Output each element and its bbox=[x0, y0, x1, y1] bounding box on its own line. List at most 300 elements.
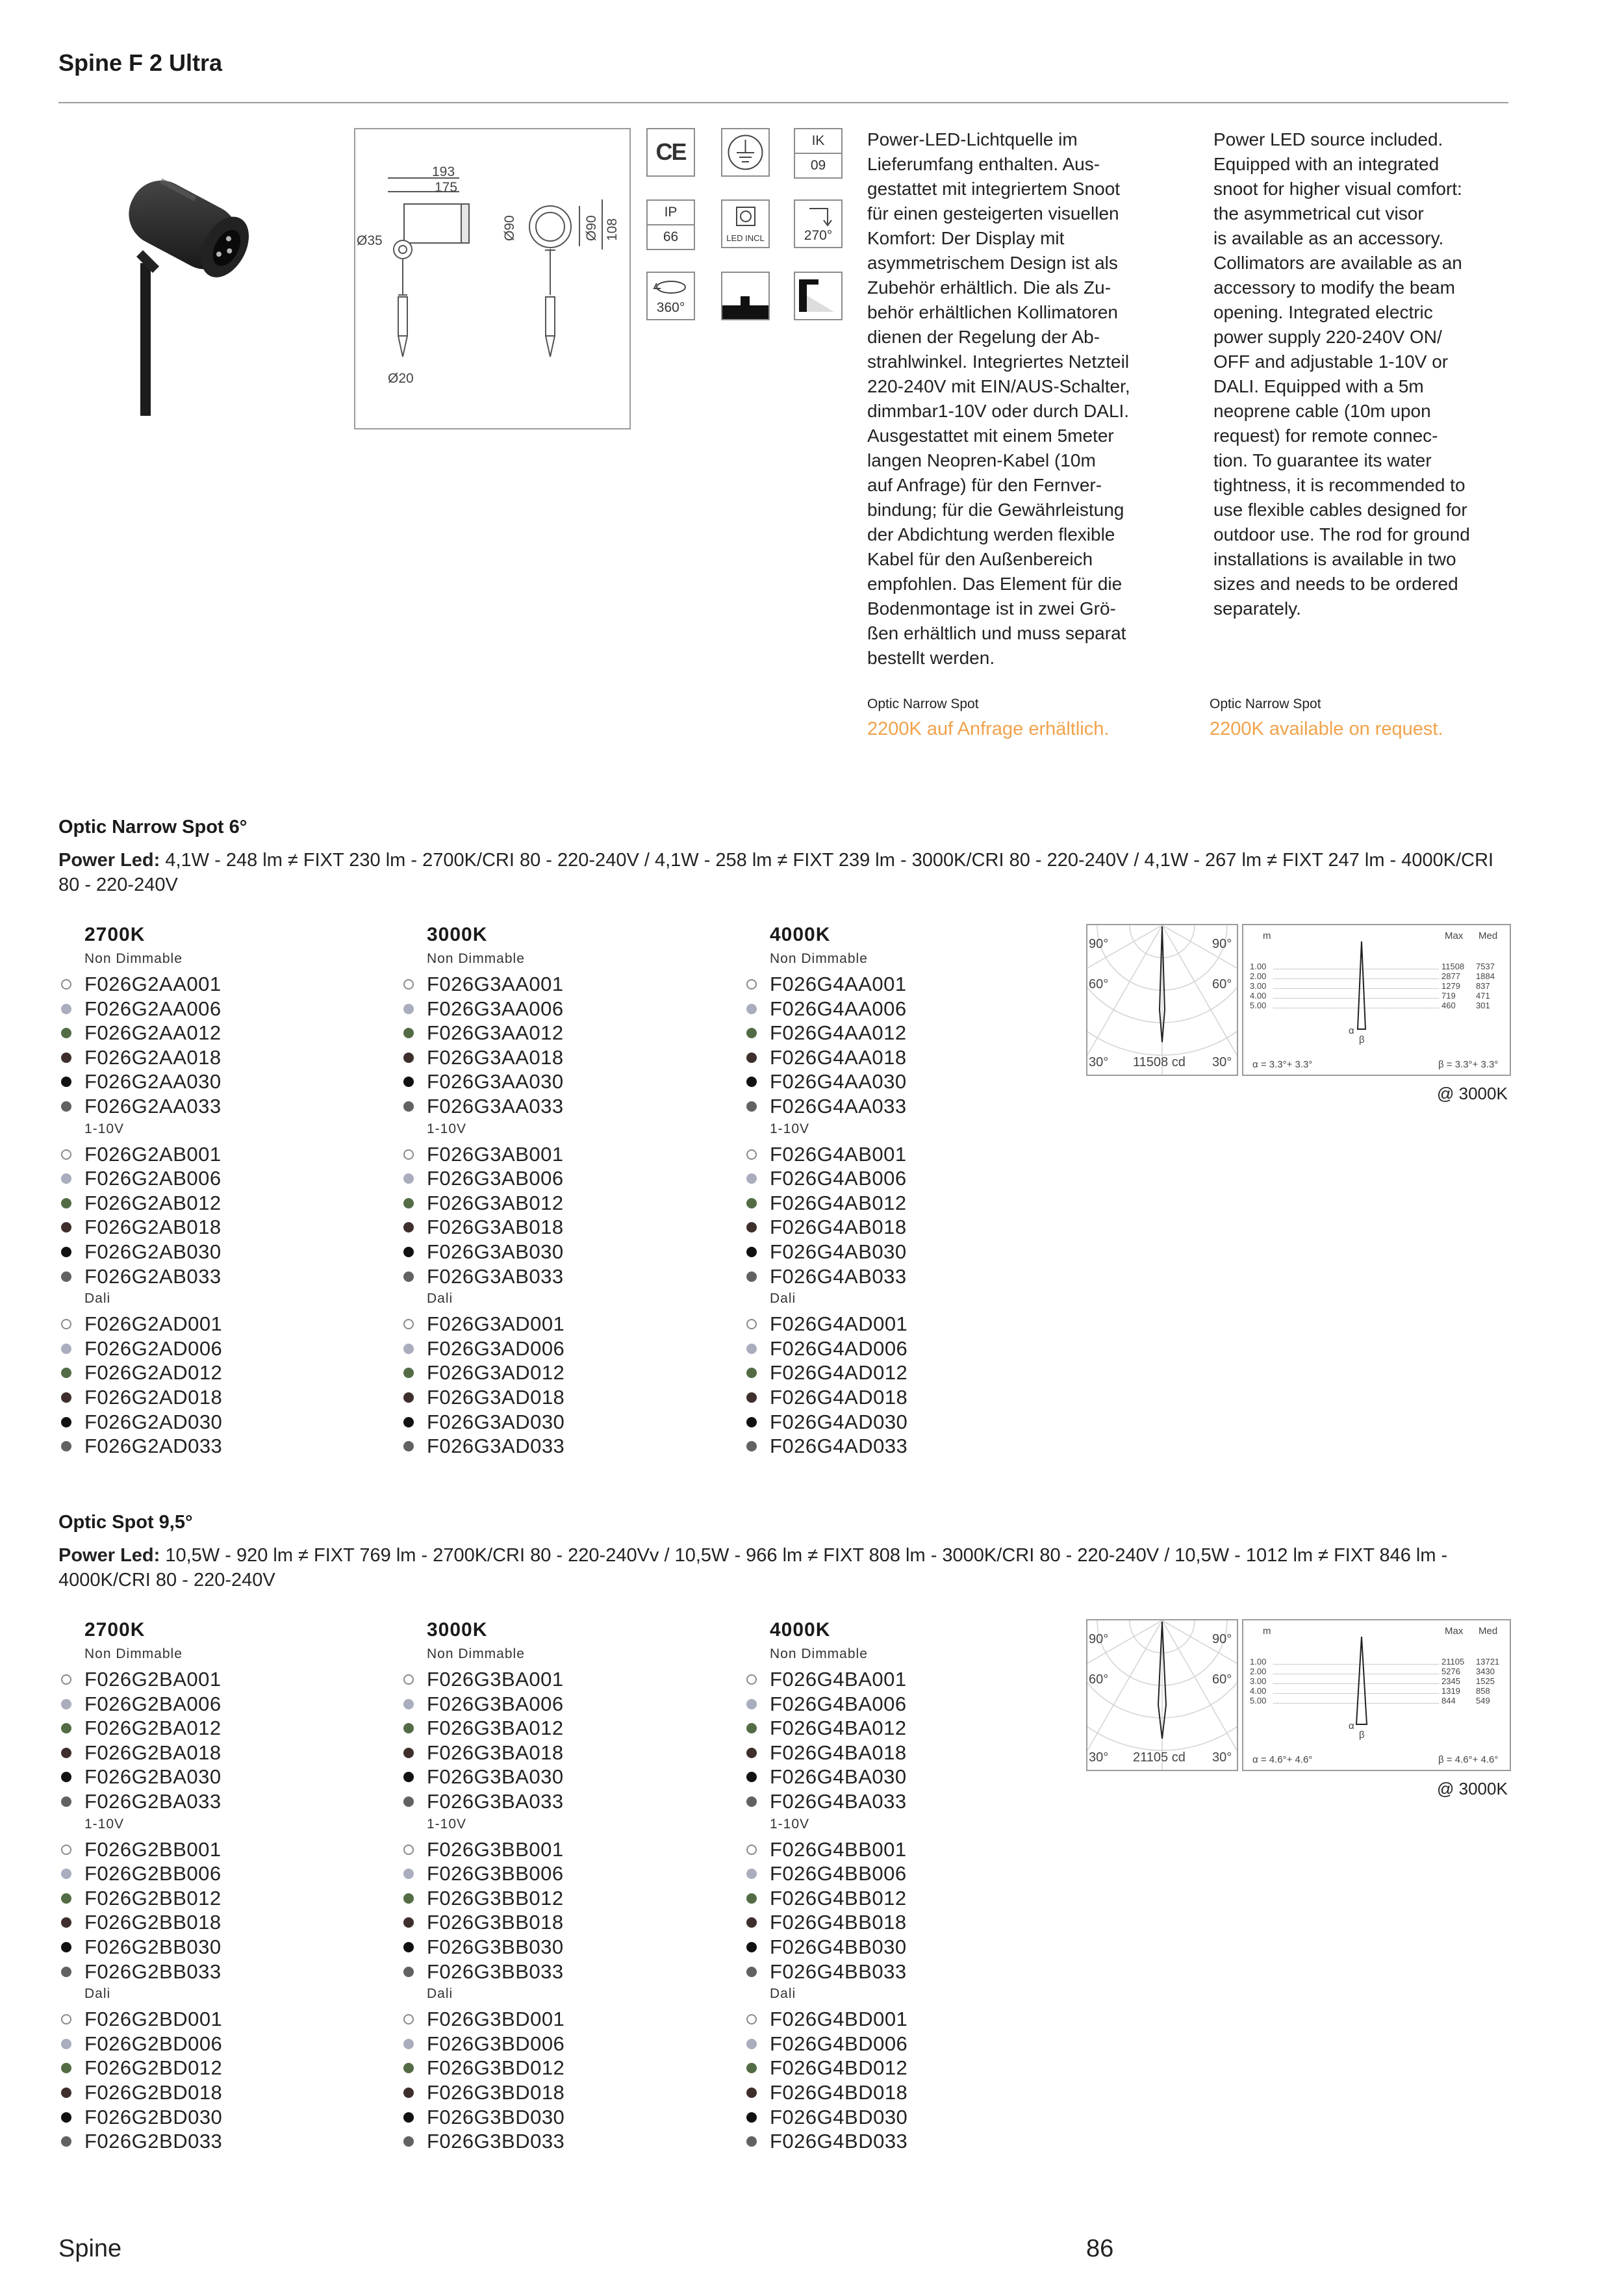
ik-rating-icon: IK 09 bbox=[794, 128, 843, 179]
product-code: F026G3AD018 bbox=[427, 1386, 565, 1409]
product-code-row bbox=[58, 1910, 222, 1935]
finish-color-dot bbox=[746, 1893, 757, 1904]
finish-color-dot bbox=[61, 1796, 71, 1807]
product-code: F026G2AB018 bbox=[84, 1216, 222, 1239]
product-code: F026G2BD001 bbox=[84, 2008, 223, 2031]
finish-color-dot bbox=[746, 2039, 757, 2049]
product-code-row bbox=[744, 972, 907, 997]
dim-90-a: Ø90 bbox=[502, 215, 517, 241]
iso-distance: 5.00 bbox=[1250, 1001, 1267, 1010]
product-code-row bbox=[744, 2056, 907, 2080]
finish-color-dot bbox=[746, 1699, 757, 1709]
finish-color-dot bbox=[403, 1198, 414, 1208]
iso-med-value: 13721 bbox=[1476, 1657, 1500, 1667]
led-included-icon: LED INCL bbox=[721, 199, 770, 248]
column-heading: 4000K bbox=[770, 924, 831, 945]
product-code-row bbox=[58, 1166, 222, 1191]
product-code-row bbox=[744, 2007, 907, 2032]
product-code-row bbox=[744, 1861, 907, 1886]
product-code-row bbox=[401, 1741, 564, 1765]
product-code-row bbox=[58, 1094, 222, 1119]
product-photo bbox=[97, 153, 292, 419]
finish-color-dot bbox=[746, 1101, 757, 1112]
product-code-row bbox=[401, 1191, 564, 1216]
product-code-row bbox=[401, 1336, 565, 1361]
finish-color-dot bbox=[403, 1077, 414, 1087]
group-label: Dali bbox=[84, 1291, 111, 1307]
finish-color-dot bbox=[61, 2088, 71, 2098]
product-code-row bbox=[401, 1312, 565, 1336]
product-code-row bbox=[58, 2129, 222, 2154]
product-code: F026G2BB030 bbox=[84, 1935, 222, 1958]
group-label: Dali bbox=[770, 1291, 796, 1307]
finish-color-dot bbox=[746, 1222, 757, 1233]
product-code-row bbox=[401, 997, 564, 1021]
product-code-row bbox=[744, 1191, 907, 1216]
finish-color-dot bbox=[746, 2136, 757, 2147]
product-code: F026G3AD033 bbox=[427, 1435, 565, 1458]
finish-color-dot bbox=[746, 1417, 757, 1427]
finish-color-dot bbox=[403, 2039, 414, 2049]
product-code: F026G2BA033 bbox=[84, 1790, 222, 1813]
product-code: F026G4BA018 bbox=[770, 1741, 907, 1764]
product-code: F026G4BD001 bbox=[770, 2008, 908, 2031]
iso-alpha: α = 3.3°+ 3.3° bbox=[1252, 1059, 1313, 1070]
column-heading: 3000K bbox=[427, 1619, 488, 1641]
product-code: F026G3BD006 bbox=[427, 2032, 565, 2055]
iso-max-value: 2345 bbox=[1441, 1676, 1460, 1686]
led-chip-icon bbox=[722, 201, 768, 233]
finish-color-dot bbox=[403, 1748, 414, 1758]
finish-color-dot bbox=[746, 1271, 757, 1282]
product-code-row bbox=[401, 1240, 564, 1264]
product-code: F026G4AA001 bbox=[770, 973, 907, 995]
ce-mark-icon: CE bbox=[646, 128, 695, 177]
product-code-row bbox=[58, 1069, 222, 1094]
finish-color-dot bbox=[403, 1417, 414, 1427]
polar-60-left: 60° bbox=[1089, 1672, 1109, 1687]
product-code: F026G3AB018 bbox=[427, 1216, 564, 1239]
finish-color-dot bbox=[403, 2088, 414, 2098]
product-code: F026G4AD033 bbox=[770, 1435, 908, 1458]
product-code: F026G2AA006 bbox=[84, 997, 222, 1020]
product-code-row bbox=[58, 1021, 222, 1045]
finish-color-dot bbox=[61, 1344, 71, 1354]
product-code: F026G3AA012 bbox=[427, 1021, 564, 1045]
product-code-row bbox=[58, 1045, 222, 1070]
product-code-row bbox=[744, 1045, 907, 1070]
product-code: F026G4AB006 bbox=[770, 1167, 907, 1190]
product-code-row bbox=[58, 1312, 222, 1336]
product-code-row bbox=[744, 1741, 907, 1765]
product-code-row bbox=[58, 1264, 222, 1289]
finish-color-dot bbox=[746, 1198, 757, 1208]
product-code: F026G4AB018 bbox=[770, 1216, 907, 1239]
product-code-row bbox=[744, 1385, 907, 1410]
iso-med-value: 1884 bbox=[1476, 971, 1495, 981]
finish-color-dot bbox=[746, 2014, 757, 2025]
product-code: F026G4AD001 bbox=[770, 1312, 908, 1336]
tilt-angle-icon: 270° bbox=[794, 199, 843, 248]
finish-color-dot bbox=[61, 2063, 71, 2073]
product-code-row bbox=[401, 2007, 565, 2032]
iso-max-value: 21105 bbox=[1441, 1657, 1465, 1667]
product-code-row bbox=[744, 1434, 907, 1459]
finish-color-dot bbox=[746, 1772, 757, 1782]
product-code-row bbox=[58, 1240, 222, 1264]
iso-med-value: 301 bbox=[1476, 1001, 1490, 1010]
iso-alpha-symbol: α bbox=[1349, 1025, 1354, 1036]
iso-m: m bbox=[1263, 1626, 1271, 1637]
finish-color-dot bbox=[746, 1674, 757, 1685]
finish-color-dot bbox=[403, 1222, 414, 1233]
product-code: F026G4BB030 bbox=[770, 1935, 907, 1958]
product-code: F026G4AA030 bbox=[770, 1070, 907, 1093]
product-code: F026G4AB030 bbox=[770, 1240, 907, 1263]
finish-color-dot bbox=[403, 1917, 414, 1928]
finish-color-dot bbox=[746, 2063, 757, 2073]
power-text: 4,1W - 248 lm ≠ FIXT 230 lm - 2700K/CRI 80 - 220-240V / 4,1W - 258 lm ≠ FIXT 239 lm - 3000K/CRI 80 - 220-240V / 4,1W - 267 lm ≠ FIXT 247 lm - 4000K/CRI 80 - 220-240V bbox=[58, 850, 1494, 895]
product-code: F026G3AD006 bbox=[427, 1336, 565, 1360]
product-code-row bbox=[744, 2105, 907, 2130]
product-code: F026G3AA033 bbox=[427, 1095, 564, 1118]
beam-light-icon bbox=[722, 273, 768, 319]
polar-candela: 11508 cd bbox=[1133, 1055, 1186, 1069]
finish-color-dot bbox=[746, 1392, 757, 1403]
finish-color-dot bbox=[61, 1917, 71, 1928]
finish-color-dot bbox=[61, 1417, 71, 1427]
iso-med-value: 1525 bbox=[1476, 1676, 1495, 1686]
product-code-row bbox=[58, 1142, 222, 1167]
product-code: F026G4AA018 bbox=[770, 1045, 907, 1069]
product-code: F026G2AB030 bbox=[84, 1240, 222, 1263]
product-code-row bbox=[744, 1312, 907, 1336]
finish-color-dot bbox=[746, 1344, 757, 1354]
polar-30-right: 30° bbox=[1212, 1055, 1232, 1069]
product-code: F026G4AD006 bbox=[770, 1336, 908, 1360]
product-code: F026G2AA030 bbox=[84, 1070, 222, 1093]
product-code: F026G3AB033 bbox=[427, 1264, 564, 1288]
product-code: F026G4AB001 bbox=[770, 1142, 907, 1166]
product-code: F026G3AA006 bbox=[427, 997, 564, 1020]
polar-90-left: 90° bbox=[1089, 1632, 1109, 1646]
finish-color-dot bbox=[746, 1028, 757, 1038]
power-text: 10,5W - 920 lm ≠ FIXT 769 lm - 2700K/CRI 80 - 220-240Vv / 10,5W - 966 lm ≠ FIXT 808 lm - 3000K/CRI 80 - 220-240V / 10,5W - 1012 lm ≠ FIXT 846 lm - 4000K/CRI 80 - 220-240V bbox=[58, 1545, 1448, 1591]
finish-color-dot bbox=[61, 1845, 71, 1855]
group-label: Dali bbox=[427, 1986, 453, 2002]
group-label: Non Dimmable bbox=[84, 951, 183, 966]
product-code: F026G3AA001 bbox=[427, 973, 564, 995]
finish-color-dot bbox=[746, 1942, 757, 1952]
product-code-row bbox=[744, 1765, 907, 1789]
product-code-row bbox=[744, 1837, 907, 1862]
iso-max-value: 5276 bbox=[1441, 1667, 1460, 1676]
iso-distance: 5.00 bbox=[1250, 1696, 1267, 1706]
iso-distance: 1.00 bbox=[1250, 962, 1267, 971]
iso-max-value: 460 bbox=[1441, 1001, 1456, 1010]
product-code: F026G2BA001 bbox=[84, 1668, 222, 1691]
finish-color-dot bbox=[61, 1674, 71, 1685]
product-code-row bbox=[401, 2105, 565, 2130]
finish-color-dot bbox=[746, 1845, 757, 1855]
finish-color-dot bbox=[61, 1271, 71, 1282]
product-code: F026G2AD006 bbox=[84, 1336, 223, 1360]
product-code-row bbox=[744, 1021, 907, 1045]
product-code-row bbox=[744, 2032, 907, 2056]
product-code: F026G2BA012 bbox=[84, 1717, 222, 1740]
product-code-row bbox=[58, 1741, 222, 1765]
iso-beam bbox=[1243, 1620, 1510, 1770]
product-code-row bbox=[744, 1094, 907, 1119]
finish-color-dot bbox=[403, 1441, 414, 1451]
iso-distance: 3.00 bbox=[1250, 981, 1267, 991]
product-code-row bbox=[744, 1361, 907, 1385]
iso-med: Med bbox=[1478, 930, 1498, 941]
column-heading: 2700K bbox=[84, 1619, 146, 1641]
product-code-row bbox=[744, 1789, 907, 1814]
power-label: Power Led: bbox=[58, 1545, 160, 1566]
finish-color-dot bbox=[746, 1053, 757, 1063]
finish-color-dot bbox=[746, 1368, 757, 1378]
finish-color-dot bbox=[403, 1723, 414, 1733]
product-code: F026G4BD018 bbox=[770, 2081, 908, 2104]
product-code-row bbox=[58, 1385, 222, 1410]
iso-max-value: 719 bbox=[1441, 991, 1456, 1001]
product-code: F026G3BB018 bbox=[427, 1911, 564, 1934]
group-label: 1-10V bbox=[84, 1816, 125, 1832]
product-code-row bbox=[58, 1789, 222, 1814]
product-code: F026G2AA018 bbox=[84, 1045, 222, 1069]
column-heading: 3000K bbox=[427, 924, 488, 945]
finish-color-dot bbox=[746, 1441, 757, 1451]
iso-med-value: 471 bbox=[1476, 991, 1490, 1001]
product-code-row bbox=[401, 1935, 564, 1960]
group-label: Non Dimmable bbox=[427, 951, 525, 966]
finish-color-dot bbox=[746, 1149, 757, 1160]
finish-color-dot bbox=[61, 1723, 71, 1733]
at-3000k-spot: @ 3000K bbox=[1437, 1779, 1508, 1798]
iso-max: Max bbox=[1445, 930, 1464, 941]
finish-color-dot bbox=[403, 2014, 414, 2025]
tilt-arrow-icon bbox=[795, 201, 841, 229]
product-code: F026G3AB030 bbox=[427, 1240, 564, 1263]
polar-90-left: 90° bbox=[1089, 937, 1109, 951]
product-code: F026G2BB006 bbox=[84, 1862, 222, 1885]
product-code-row bbox=[744, 1667, 907, 1692]
product-code: F026G3BA012 bbox=[427, 1717, 564, 1740]
finish-color-dot bbox=[403, 1053, 414, 1063]
product-code: F026G2BD006 bbox=[84, 2032, 223, 2055]
iso-max-value: 1279 bbox=[1441, 981, 1460, 991]
product-code: F026G2AB033 bbox=[84, 1264, 222, 1288]
polar-diagram-narrow-spot bbox=[1086, 924, 1238, 1076]
finish-color-dot bbox=[61, 1028, 71, 1038]
finish-color-dot bbox=[403, 1942, 414, 1952]
dim-90-b: Ø90 bbox=[584, 215, 599, 241]
product-code: F026G3BD030 bbox=[427, 2105, 565, 2128]
finish-color-dot bbox=[746, 1917, 757, 1928]
iso-m: m bbox=[1263, 930, 1271, 941]
iso-max-value: 844 bbox=[1441, 1696, 1456, 1706]
product-code-row bbox=[401, 1960, 564, 1984]
product-code: F026G4BA006 bbox=[770, 1692, 907, 1715]
product-code: F026G3BB001 bbox=[427, 1837, 564, 1861]
finish-color-dot bbox=[746, 1723, 757, 1733]
section-title-spot: Optic Spot 9,5° bbox=[58, 1512, 193, 1533]
product-code: F026G2AA033 bbox=[84, 1095, 222, 1118]
product-code-row bbox=[58, 1716, 222, 1741]
product-code-row bbox=[401, 1765, 564, 1789]
group-label: Non Dimmable bbox=[770, 951, 868, 966]
rotate-arrow-icon bbox=[648, 273, 694, 300]
product-code-row bbox=[58, 1861, 222, 1886]
finish-color-dot bbox=[403, 1772, 414, 1782]
finish-color-dot bbox=[61, 1441, 71, 1451]
finish-color-dot bbox=[746, 1796, 757, 1807]
product-code: F026G2AB006 bbox=[84, 1167, 222, 1190]
optic-label-en: Optic Narrow Spot bbox=[1210, 696, 1321, 711]
product-code: F026G3BA006 bbox=[427, 1692, 564, 1715]
iso-med-value: 3430 bbox=[1476, 1667, 1495, 1676]
product-code-row bbox=[58, 1935, 222, 1960]
dim-193: 193 bbox=[432, 164, 455, 179]
product-code: F026G3BD001 bbox=[427, 2008, 565, 2031]
dim-108: 108 bbox=[605, 218, 620, 241]
finish-color-dot bbox=[746, 2088, 757, 2098]
optic-label-de: Optic Narrow Spot bbox=[867, 696, 979, 711]
finish-color-dot bbox=[403, 1796, 414, 1807]
product-code: F026G4BA001 bbox=[770, 1668, 907, 1691]
dim-20: Ø20 bbox=[388, 371, 414, 386]
product-code: F026G3AB006 bbox=[427, 1167, 564, 1190]
product-code: F026G2AD033 bbox=[84, 1435, 223, 1458]
product-code-row bbox=[401, 1069, 564, 1094]
product-code: F026G2AB001 bbox=[84, 1142, 222, 1166]
product-code-row bbox=[58, 1191, 222, 1216]
product-code-row bbox=[744, 1886, 907, 1911]
iso-med-value: 858 bbox=[1476, 1686, 1490, 1696]
product-code-row bbox=[401, 1264, 564, 1289]
finish-color-dot bbox=[61, 979, 71, 990]
product-code-row bbox=[58, 997, 222, 1021]
power-led-spot bbox=[58, 1543, 1514, 1592]
finish-color-dot bbox=[61, 1004, 71, 1014]
product-code: F026G2BD018 bbox=[84, 2081, 223, 2104]
product-code: F026G2BD030 bbox=[84, 2105, 223, 2128]
section-title-narrow-spot: Optic Narrow Spot 6° bbox=[58, 817, 247, 837]
product-code: F026G3BB012 bbox=[427, 1886, 564, 1910]
product-code-row bbox=[401, 2080, 565, 2105]
product-code-row bbox=[744, 1336, 907, 1361]
product-code-row bbox=[744, 2129, 907, 2154]
product-code-row bbox=[744, 1692, 907, 1717]
product-code: F026G4AD018 bbox=[770, 1386, 908, 1409]
product-code: F026G4BD006 bbox=[770, 2032, 908, 2055]
product-code: F026G4BA030 bbox=[770, 1765, 907, 1789]
finish-color-dot bbox=[61, 1967, 71, 1977]
product-code-row bbox=[58, 1886, 222, 1911]
polar-60-left: 60° bbox=[1089, 977, 1109, 991]
finish-color-dot bbox=[403, 1967, 414, 1977]
product-code: F026G2AD012 bbox=[84, 1361, 223, 1385]
finish-color-dot bbox=[61, 1368, 71, 1378]
group-label: Dali bbox=[84, 1986, 111, 2002]
product-code-row bbox=[744, 1142, 907, 1167]
iso-med-value: 837 bbox=[1476, 981, 1490, 991]
product-code-row bbox=[58, 1336, 222, 1361]
finish-color-dot bbox=[61, 1893, 71, 1904]
product-code-row bbox=[744, 1960, 907, 1984]
iso-med-value: 549 bbox=[1476, 1696, 1490, 1706]
finish-color-dot bbox=[746, 1077, 757, 1087]
product-code-row bbox=[58, 1837, 222, 1862]
finish-color-dot bbox=[403, 2136, 414, 2147]
group-label: 1-10V bbox=[770, 1121, 810, 1136]
product-code-row bbox=[744, 1910, 907, 1935]
product-code: F026G3BB033 bbox=[427, 1960, 564, 1983]
product-code-row bbox=[401, 1385, 565, 1410]
product-code: F026G3AD030 bbox=[427, 1410, 565, 1433]
column-heading: 4000K bbox=[770, 1619, 831, 1641]
dimension-drawing bbox=[354, 128, 631, 429]
finish-color-dot bbox=[403, 1845, 414, 1855]
product-code: F026G2AA001 bbox=[84, 973, 222, 995]
product-code-row bbox=[401, 2129, 565, 2154]
iso-max: Max bbox=[1445, 1626, 1464, 1637]
finish-color-dot bbox=[403, 2112, 414, 2123]
power-label: Power Led: bbox=[58, 850, 160, 871]
product-code: F026G4BD033 bbox=[770, 2130, 908, 2153]
rotation-icon: 360° bbox=[646, 272, 695, 320]
product-code: F026G3BA018 bbox=[427, 1741, 564, 1764]
polar-30-left: 30° bbox=[1089, 1750, 1109, 1765]
finish-color-dot bbox=[746, 1748, 757, 1758]
product-code: F026G2BD033 bbox=[84, 2130, 223, 2153]
iso-beta-symbol: β bbox=[1359, 1034, 1365, 1045]
group-label: 1-10V bbox=[770, 1816, 810, 1832]
product-code: F026G2BB001 bbox=[84, 1837, 222, 1861]
product-code: F026G3AB001 bbox=[427, 1142, 564, 1166]
finish-color-dot bbox=[61, 1247, 71, 1257]
product-code: F026G2BD012 bbox=[84, 2056, 223, 2080]
finish-color-dot bbox=[61, 1077, 71, 1087]
product-code: F026G3BB006 bbox=[427, 1862, 564, 1885]
finish-color-dot bbox=[61, 1173, 71, 1184]
product-code-row bbox=[401, 1434, 565, 1459]
dim-175: 175 bbox=[435, 180, 458, 195]
iso-beta: β = 4.6°+ 4.6° bbox=[1438, 1754, 1499, 1765]
iso-max-value: 11508 bbox=[1441, 962, 1465, 971]
product-code: F026G3BA001 bbox=[427, 1668, 564, 1691]
finish-color-dot bbox=[403, 1149, 414, 1160]
product-code-row bbox=[401, 1789, 564, 1814]
finish-color-dot bbox=[61, 1772, 71, 1782]
finish-color-dot bbox=[403, 1674, 414, 1685]
group-label: Dali bbox=[427, 1291, 453, 1307]
page-title: Spine F 2 Ultra bbox=[58, 49, 223, 76]
product-code: F026G4BD030 bbox=[770, 2105, 908, 2128]
polar-diagram-spot bbox=[1086, 1619, 1238, 1771]
iso-distance: 3.00 bbox=[1250, 1676, 1267, 1686]
product-code-row bbox=[401, 1410, 565, 1435]
product-code: F026G4BD012 bbox=[770, 2056, 908, 2080]
product-code: F026G4AA012 bbox=[770, 1021, 907, 1045]
finish-color-dot bbox=[403, 1004, 414, 1014]
product-code-row bbox=[401, 1094, 564, 1119]
description-en: Power LED source included. Equipped with an integrated snoot for higher visual comfort: the asymmetrical cut visor is available as an accessory. Collimators are available as an accessory to modify the beam opening. Integrated electric power supply 220-240V ON/ OFF and adjustable 1-10V or DALI. Equipped with a 5m neoprene cable (10m upon request) for remote connec- tion. To guarantee its water tightness, it is recommended to use flexible cables designed for outdoor use. The rod for ground installations is available in two sizes and needs to be ordered separately. bbox=[1213, 129, 1470, 619]
isolux-diagram-spot bbox=[1242, 1619, 1511, 1771]
product-code: F026G3AB012 bbox=[427, 1191, 564, 1214]
